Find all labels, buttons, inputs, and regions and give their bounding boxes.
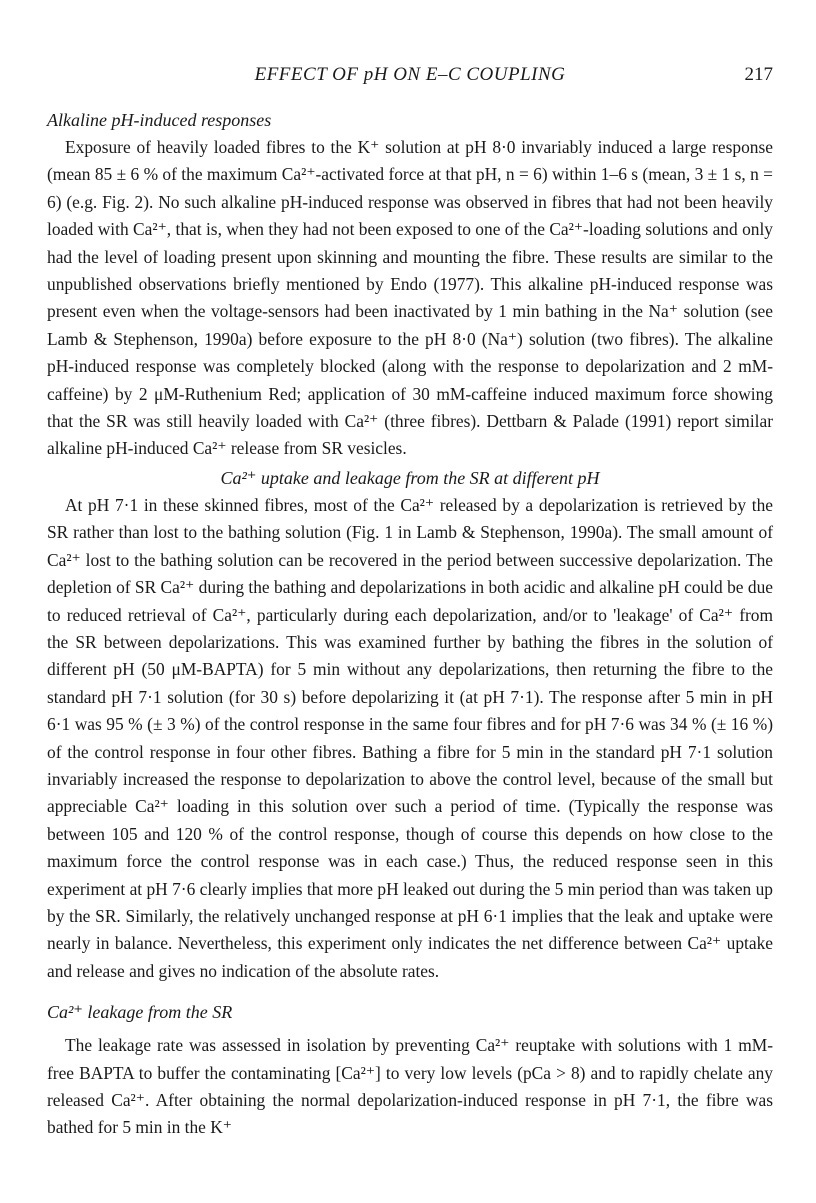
section-heading-leakage: Ca²⁺ leakage from the SR bbox=[47, 1002, 233, 1023]
paragraph-alkaline: Exposure of heavily loaded fibres to the K⁺ solution at pH 8·0 invariably induced a large response (mean 85 ± 6 % of the maximum Ca²⁺-activated force at that pH, n = 6) within 1–6 s (mean, 3 ± 1 s, n = 6) (e.g. Fig. 2). No such alkaline pH-induced response was observed in fibres that had not been heavily loaded with Ca²⁺, that is, when they had not been exposed to one of the Ca²⁺-loading solutions and only had the level of loading present upon skinning and mounting the fibre. These results are similar to the unpublished observations briefly mentioned by Endo (1977). This alkaline pH-induced response was present even when the voltage-sensors had been inactivated by 1 min bathing in the Na⁺ solution (see Lamb & Stephenson, 1990a) before exposure to the pH 8·0 (Na⁺) solution (two fibres). The alkaline pH-induced response was completely blocked (along with the response to depolarization and 2 mM-caffeine) by 2 μM-Ruthenium Red; application of 30 mM-caffeine induced maximum force showing that the SR was still heavily loaded with Ca²⁺ (three fibres). Dettbarn & Palade (1991) report similar alkaline pH-induced Ca²⁺ release from SR vesicles. bbox=[47, 137, 773, 459]
page-number: 217 bbox=[744, 64, 773, 85]
paragraph-leakage: The leakage rate was assessed in isolation by preventing Ca²⁺ reuptake with solutions with 1 mM-free BAPTA to buffer the contaminating [Ca²⁺] to very low levels (pCa > 8) and to rapidly chelate any released Ca²⁺. After obtaining the normal depolarization-induced response in pH 7·1, the fibre was bathed for 5 min in the K⁺ bbox=[47, 1035, 773, 1138]
paragraph-uptake-leakage: At pH 7·1 in these skinned fibres, most of the Ca²⁺ released by a depolarization is retrieved by the SR rather than lost to the bathing solution (Fig. 1 in Lamb & Stephenson, 1990a). The small amount of Ca²⁺ lost to the bathing solution can be recovered in the period between successive depolarization. The depletion of SR Ca²⁺ during the bathing and depolarizations in both acidic and alkaline pH could be due to reduced retrieval of Ca²⁺, particularly during each depolarization, and/or to 'leakage' of Ca²⁺ from the SR between depolarizations. This was examined further by bathing the fibres in the solution of different pH (50 μM-BAPTA) for 5 min without any depolarizations, then returning the fibre to the standard pH 7·1 solution (for 30 s) before depolarizing it (at pH 7·1). The response after 5 min in pH 6·1 was 95 % (± 3 %) of the control response in the same four fibres and for pH 7·6 was 34 % (± 16 %) of the control response in four other fibres. Bathing a fibre for 5 min in the standard pH 7·1 solution invariably increased the response to depolarization to above the control level, because of the small but appreciable Ca²⁺ loading in this solution over such a period of time. (Typically the response was between 105 and 120 % of the control response, though of course this depends on how close to the maximum force the control response was in each case.) Thus, the reduced response seen in this experiment at pH 7·6 clearly implies that more pH leaked out during the 5 min period than was taken up by the SR. Similarly, the relatively unchanged response at pH 6·1 implies that the leak and uptake were nearly in balance. Nevertheless, this experiment only indicates the net difference between Ca²⁺ uptake and release and gives no indication of the absolute rates. bbox=[47, 494, 773, 981]
section-heading-alkaline: Alkaline pH-induced responses bbox=[47, 110, 272, 130]
page-header bbox=[47, 64, 773, 92]
section-heading-uptake-leakage: Ca²⁺ uptake and leakage from the SR at different pH bbox=[220, 467, 600, 488]
running-title: EFFECT OF pH ON E–C COUPLING bbox=[254, 64, 566, 85]
article-body bbox=[47, 107, 773, 1142]
